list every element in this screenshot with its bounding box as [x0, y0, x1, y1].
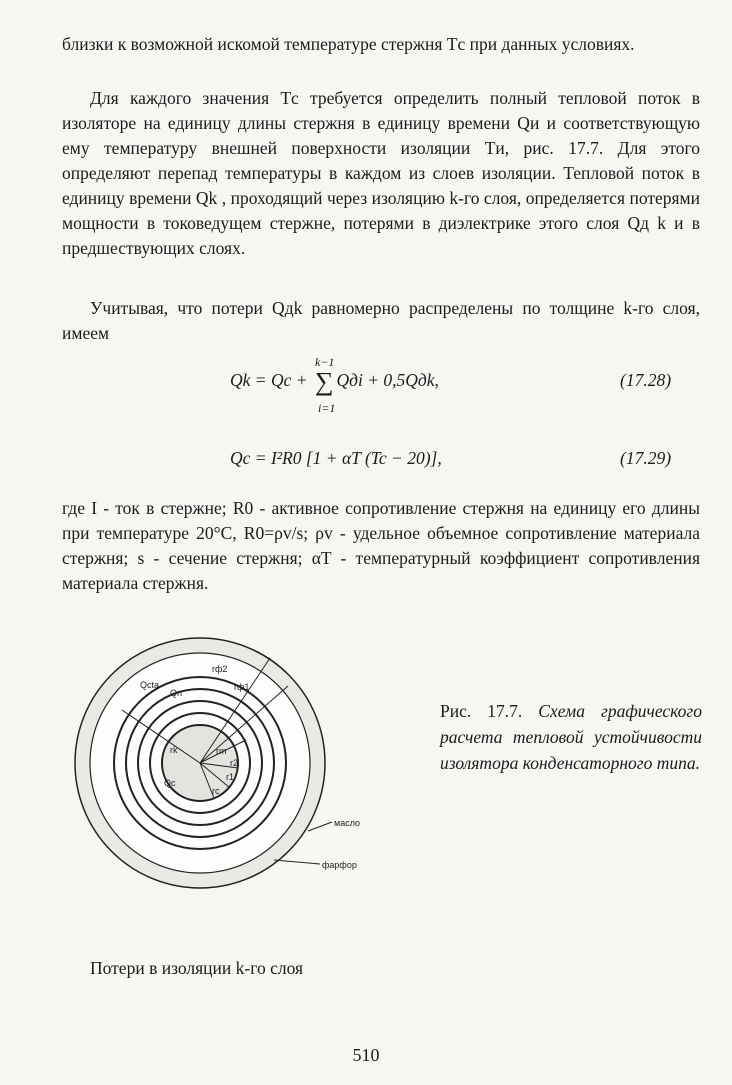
caption-figure-number: Рис. 17.7. — [440, 701, 523, 721]
paragraph-4 — [62, 496, 700, 596]
insulator-diagram — [70, 628, 430, 898]
label-q-n: Qn — [170, 688, 183, 698]
equation-17-28 — [0, 355, 732, 415]
equation-17-28-number: (17.28) — [620, 370, 672, 390]
label-r-k: rk — [170, 745, 178, 755]
paragraph-3 — [62, 296, 700, 346]
oil-leader-line — [308, 822, 332, 831]
equation-17-29-formula: Qc = I²R0 [1 + αT (Tc − 20)], — [230, 448, 442, 468]
equation-17-29 — [0, 440, 732, 480]
label-r-m: rm — [216, 746, 227, 756]
label-r-phi2: rф2 — [212, 664, 228, 674]
paragraph-4-text: где I - ток в стержне; R0 - активное сопротивление стержня на единицу его длины при температуре 20°С, R0=ρv/s; ρv - удельное объемное сопротивление материала стержня; s - сечение стержня; αT - температурный коэффициент сопротивления материала стержня. — [62, 498, 700, 593]
equation-17-28-rhs: Qдi + 0,5Qдk, — [336, 370, 439, 390]
label-r1: r1 — [226, 772, 235, 782]
paragraph-2 — [62, 86, 700, 261]
label-r2: r2 — [230, 758, 239, 768]
label-r-c: rc — [212, 786, 220, 796]
label-farfor: фарфор — [322, 860, 357, 870]
paragraph-1-text: близки к возможной искомой температуре стержня Tс при данных условиях. — [62, 34, 635, 54]
sum-upper-limit: k−1 — [314, 355, 335, 369]
paragraph-3-text: Учитывая, что потери Qдk равномерно распределены по толщине k-го слоя, имеем — [62, 298, 700, 343]
equation-17-28-formula — [230, 355, 439, 415]
label-q-cta: Qcta — [140, 680, 160, 690]
paragraph-2-text: Для каждого значения Tс требуется определить полный тепловой поток в изоляторе на единицу длины стержня в единицу времени Qи и соответствующую ему температуру внешней поверхности изоляции Tи, рис. 17.7. Для этого определяют перепад температуры в каждом из слоев изоляции. Тепловой поток в единицу времени Qk , проходящий через изоляцию k-го слоя, определяется потерями мощности в токоведущем стержне, потерями в диэлектрике этого слоя Qд k и в предшествующих слоях. — [62, 88, 700, 258]
equation-17-28-lhs: Qk = Qc + — [230, 370, 312, 390]
label-maslo: масло — [334, 818, 361, 828]
sum-lower-limit: i=1 — [317, 401, 336, 415]
porcelain-leader-line — [274, 860, 320, 864]
label-r-phi1: rф1 — [234, 682, 250, 692]
equation-17-29-number: (17.29) — [620, 448, 672, 468]
page-number: 510 — [352, 1045, 380, 1065]
sum-symbol: ∑ k−1 i=1 — [315, 372, 334, 392]
paragraph-1 — [62, 32, 700, 57]
figure-caption — [440, 698, 702, 776]
label-q-c: Qc — [164, 778, 176, 788]
section-line: Потери в изоляции k-го слоя — [90, 958, 304, 978]
caption-text: Схема графического расчета тепловой устойчивости изолятора конденсаторного типа. — [440, 701, 702, 773]
